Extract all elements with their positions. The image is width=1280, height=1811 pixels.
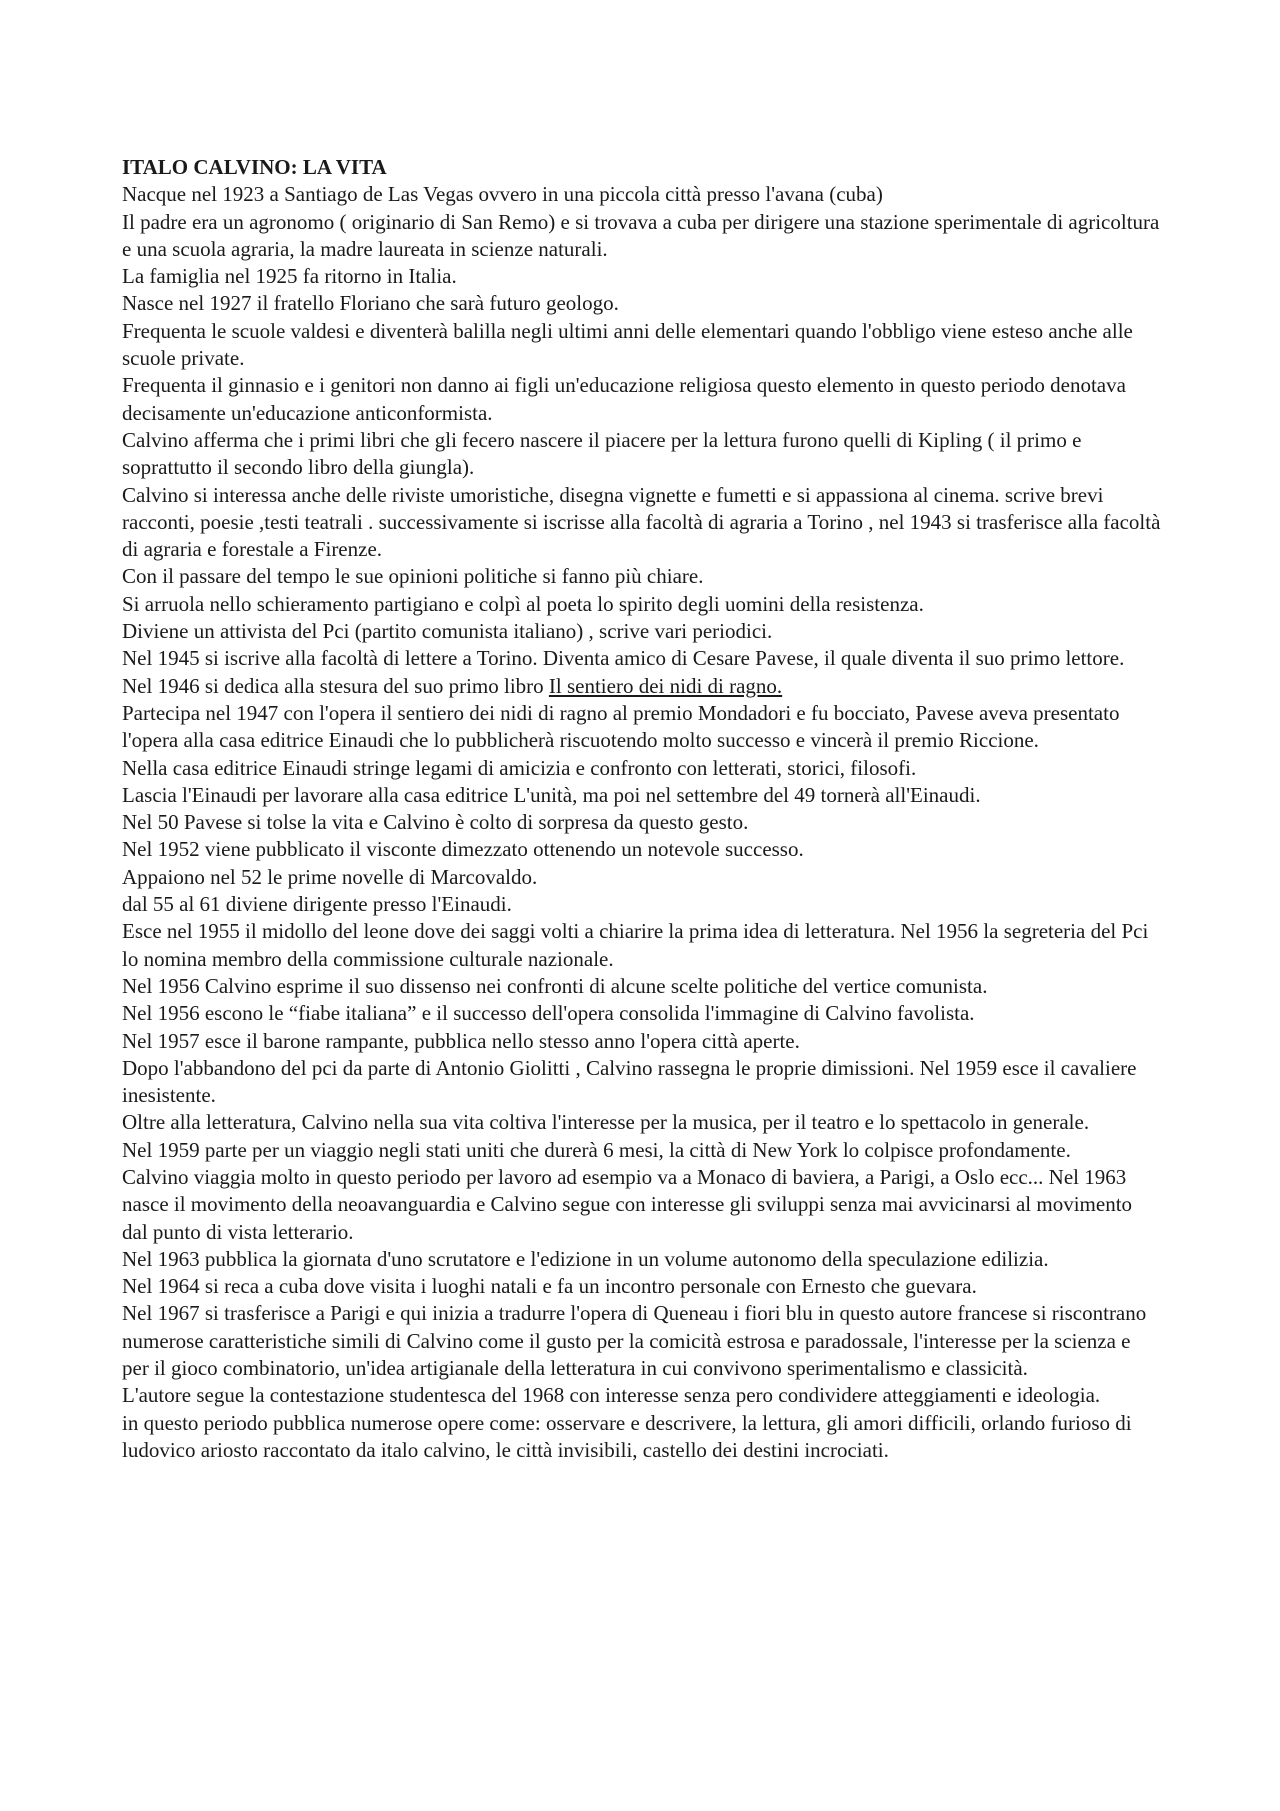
page-title: ITALO CALVINO: LA VITA bbox=[122, 155, 387, 179]
paragraph: Nel 1967 si trasferisce a Parigi e qui inizia a tradurre l'opera di Queneau i fiori blu in questo autore francese si riscontrano numerose caratteristiche simili di Calvino come il gusto per la comicità estrosa e paradossale, l'interesse per la scienza e per il gioco combinatorio, un'idea artigianale della letteratura in cui convivono sperimentalismo e classicità. bbox=[122, 1301, 1147, 1381]
paragraph: Nel 1964 si reca a cuba dove visita i luoghi natali e fa un incontro personale con Ernesto che guevara. bbox=[122, 1274, 977, 1299]
paragraph: Lascia l'Einaudi per lavorare alla casa editrice L'unità, ma poi nel settembre del 49 tornerà all'Einaudi. bbox=[122, 782, 981, 807]
paragraph: La famiglia nel 1925 fa ritorno in Italia. bbox=[122, 264, 457, 289]
paragraph: Esce nel 1955 il midollo del leone dove dei saggi volti a chiarire la prima idea di letteratura. Nel 1956 la segreteria del Pci lo nomina membro della commissione culturale nazionale. bbox=[122, 919, 1149, 971]
paragraph: Frequenta le scuole valdesi e diventerà balilla negli ultimi anni delle elementari quando l'obbligo viene esteso anche alle scuole private. bbox=[122, 318, 1133, 371]
book-title-underlined: Il sentiero dei nidi di ragno. bbox=[548, 673, 783, 698]
paragraph: Calvino afferma che i primi libri che gli fecero nascere il piacere per la lettura furono quelli di Kipling ( il primo e soprattutto il secondo libro della giungla). bbox=[122, 427, 1082, 480]
paragraph: Oltre alla letteratura, Calvino nella sua vita coltiva l'interesse per la musica, per il teatro e lo spettacolo in generale. bbox=[122, 1110, 1090, 1135]
paragraph: Nasce nel 1927 il fratello Floriano che sarà futuro geologo. bbox=[122, 291, 619, 316]
paragraph-text: Nel 1946 si dedica alla stesura del suo primo libro bbox=[122, 673, 549, 698]
paragraph: dal 55 al 61 diviene dirigente presso l'Einaudi. bbox=[122, 892, 512, 917]
document-body bbox=[122, 154, 1162, 1464]
paragraph: Nel 1963 pubblica la giornata d'uno scrutatore e l'edizione in un volume autonomo della speculazione edilizia. bbox=[122, 1246, 1049, 1271]
paragraph: Dopo l'abbandono del pci da parte di Antonio Giolitti , Calvino rassegna le proprie dimissioni. Nel 1959 esce il cavaliere inesistente. bbox=[122, 1055, 1137, 1108]
paragraph: Calvino si interessa anche delle riviste umoristiche, disegna vignette e fumetti e si appassiona al cinema. scrive brevi racconti, poesie ,testi teatrali . successivamente si iscrisse alla facoltà di agraria a Torino , nel 1943 si trasferisce alla facoltà di agraria e forestale a Firenze. bbox=[122, 482, 1161, 562]
paragraph: Diviene un attivista del Pci (partito comunista italiano) , scrive vari periodici. bbox=[122, 619, 773, 644]
paragraph: Nel 1952 viene pubblicato il visconte dimezzato ottenendo un notevole successo. bbox=[122, 837, 804, 862]
paragraph: Con il passare del tempo le sue opinioni politiche si fanno più chiare. bbox=[122, 564, 704, 589]
paragraph: Partecipa nel 1947 con l'opera il sentiero dei nidi di ragno al premio Mondadori e fu bocciato, Pavese aveva presentato l'opera alla casa editrice Einaudi che lo pubblicherà riscuotendo molto successo e vincerà il premio Riccione. bbox=[122, 700, 1120, 753]
paragraph: Nel 1959 parte per un viaggio negli stati uniti che durerà 6 mesi, la città di New York lo colpisce profondamente. bbox=[122, 1137, 1071, 1162]
paragraph: Nel 1956 Calvino esprime il suo dissenso nei confronti di alcune scelte politiche del vertice comunista. bbox=[122, 973, 988, 998]
paragraph: Nel 1956 escono le “fiabe italiana” e il successo dell'opera consolida l'immagine di Calvino favolista. bbox=[122, 1001, 975, 1026]
paragraph: Si arruola nello schieramento partigiano e colpì al poeta lo spirito degli uomini della resistenza. bbox=[122, 591, 924, 616]
paragraph: Calvino viaggia molto in questo periodo per lavoro ad esempio va a Monaco di baviera, a Parigi, a Oslo ecc... Nel 1963 nasce il movimento della neoavanguardia e Calvino segue con interesse gli sviluppi senza mai avvicinarsi al movimento dal punto di vista letterario. bbox=[122, 1164, 1133, 1244]
paragraph: Nel 1945 si iscrive alla facoltà di lettere a Torino. Diventa amico di Cesare Pavese, il quale diventa il suo primo lettore. bbox=[122, 646, 1125, 671]
paragraph: Nel 50 Pavese si tolse la vita e Calvino è colto di sorpresa da questo gesto. bbox=[122, 810, 749, 835]
paragraph-first-book bbox=[122, 673, 1162, 700]
paragraph: Nel 1957 esce il barone rampante, pubblica nello stesso anno l'opera città aperte. bbox=[122, 1028, 800, 1053]
paragraph: Frequenta il ginnasio e i genitori non danno ai figli un'educazione religiosa questo elemento in questo periodo denotava decisamente un'educazione anticonformista. bbox=[122, 373, 1126, 425]
paragraph: L'autore segue la contestazione studentesca del 1968 con interesse senza pero condividere atteggiamenti e ideologia. bbox=[122, 1383, 1101, 1408]
paragraph: Nacque nel 1923 a Santiago de Las Vegas ovvero in una piccola città presso l'avana (cuba) bbox=[122, 182, 883, 207]
paragraph: Il padre era un agronomo ( originario di San Remo) e si trovava a cuba per dirigere una stazione sperimentale di agricoltura e una scuola agraria, la madre laureata in scienze naturali. bbox=[122, 209, 1160, 261]
paragraph: in questo periodo pubblica numerose opere come: osservare e descrivere, la lettura, gli amori difficili, orlando furioso di ludovico ariosto raccontato da italo calvino, le città invisibili, castello dei destini incrociati. bbox=[122, 1410, 1132, 1462]
paragraph: Nella casa editrice Einaudi stringe legami di amicizia e confronto con letterati, storici, filosofi. bbox=[122, 755, 917, 780]
paragraph: Appaiono nel 52 le prime novelle di Marcovaldo. bbox=[122, 864, 538, 889]
